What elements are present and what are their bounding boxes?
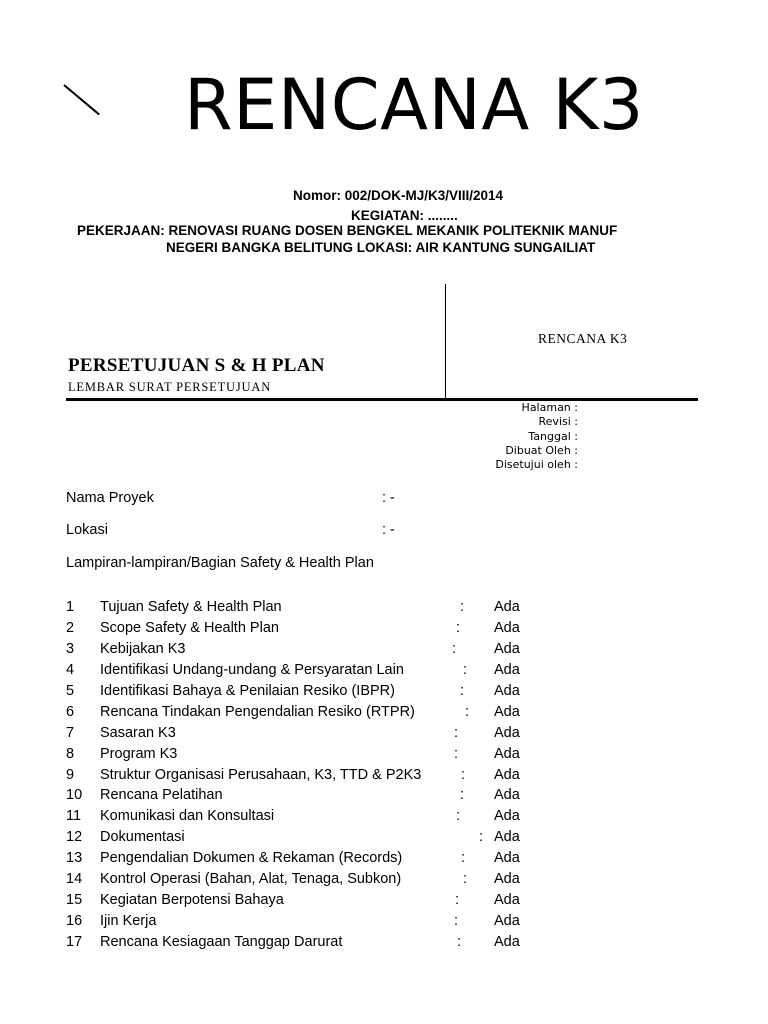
- list-item: [0, 806, 768, 827]
- nama-proyek-value: : -: [382, 490, 395, 506]
- item-number: 11: [66, 808, 82, 825]
- list-item: [0, 827, 768, 848]
- item-label: Komunikasi dan Konsultasi: [100, 808, 275, 825]
- item-value: Ada: [494, 850, 520, 867]
- box-right-label: RENCANA K3: [538, 331, 628, 346]
- item-number: 13: [66, 850, 83, 867]
- item-colon: :: [452, 640, 457, 657]
- list-item: [0, 618, 768, 639]
- document-title: RENCANA K3: [184, 64, 644, 146]
- meta-revisi: Revisi :: [538, 415, 578, 429]
- item-label: Dokumentasi: [100, 829, 185, 846]
- plan-subtitle: LEMBAR SURAT PERSETUJUAN: [68, 380, 272, 394]
- pekerjaan-line-1: PEKERJAAN: RENOVASI RUANG DOSEN BENGKEL MEKANIK POLITEKNIK MANUF: [77, 223, 618, 238]
- item-number: 6: [66, 703, 75, 720]
- item-number: 8: [66, 745, 75, 762]
- item-number: 2: [66, 619, 75, 636]
- item-label: Kontrol Operasi (Bahan, Alat, Tenaga, Subkon): [100, 871, 402, 888]
- item-label: Program K3: [100, 745, 178, 762]
- item-label: Ijin Kerja: [100, 913, 157, 930]
- meta-dibuat-oleh: Dibuat Oleh :: [505, 443, 578, 457]
- list-item: [0, 869, 768, 890]
- list-item: [0, 785, 768, 806]
- item-label: Kebijakan K3: [100, 640, 186, 657]
- item-value: Ada: [494, 724, 520, 741]
- item-value: Ada: [494, 829, 520, 846]
- list-item: [0, 744, 768, 765]
- item-colon: :: [454, 745, 459, 762]
- item-label: Sasaran K3: [100, 724, 176, 741]
- list-item: [0, 702, 768, 723]
- item-label: Rencana Pelatihan: [100, 787, 223, 804]
- list-item: [0, 639, 768, 660]
- item-colon: :: [461, 766, 466, 783]
- item-number: 15: [66, 892, 83, 909]
- item-value: Ada: [494, 599, 520, 615]
- meta-disetujui-oleh: Disetujui oleh :: [495, 458, 578, 472]
- item-number: 14: [66, 871, 83, 888]
- document-meta: [495, 401, 578, 472]
- item-value: Ada: [494, 892, 520, 909]
- item-value: Ada: [494, 787, 520, 804]
- item-number: 9: [66, 766, 75, 783]
- list-item: [0, 890, 768, 911]
- item-value: Ada: [494, 661, 520, 678]
- item-colon: :: [455, 892, 460, 909]
- lokasi-label: Lokasi: [66, 522, 108, 538]
- list-item: [0, 660, 768, 681]
- lokasi-value: : -: [382, 522, 395, 538]
- item-value: Ada: [494, 682, 520, 699]
- item-number: 5: [66, 682, 75, 699]
- item-label: Struktur Organisasi Perusahaan, K3, TTD & P2K3: [100, 766, 422, 783]
- item-value: Ada: [494, 913, 520, 930]
- plan-title: PERSETUJUAN S & H PLAN: [68, 355, 325, 376]
- item-label: Tujuan Safety & Health Plan: [100, 599, 282, 615]
- item-label: Pengendalian Dokumen & Rekaman (Records): [100, 850, 403, 867]
- box-bottom-rule: [66, 398, 698, 401]
- list-item: [0, 723, 768, 744]
- item-colon: :: [454, 913, 459, 930]
- item-label: Identifikasi Bahaya & Penilaian Resiko (IBPR): [100, 682, 395, 699]
- item-value: Ada: [494, 640, 520, 657]
- item-value: Ada: [494, 745, 520, 762]
- item-value: Ada: [494, 619, 520, 636]
- item-label: Rencana Tindakan Pengendalian Resiko (RTPR): [100, 703, 415, 720]
- nomor-line: Nomor: 002/DOK-MJ/K3/VIII/2014: [293, 188, 504, 203]
- list-item: [0, 932, 768, 953]
- list-item: [0, 848, 768, 869]
- box-vertical-divider: [445, 284, 446, 398]
- item-number: 17: [66, 934, 83, 950]
- item-colon: :: [465, 703, 470, 720]
- item-colon: :: [457, 934, 462, 950]
- item-value: Ada: [494, 766, 520, 783]
- item-number: 4: [66, 661, 75, 678]
- meta-tanggal: Tanggal :: [528, 429, 578, 443]
- item-colon: :: [461, 850, 466, 867]
- item-number: 10: [66, 787, 83, 804]
- item-colon: :: [454, 724, 459, 741]
- item-label: Scope Safety & Health Plan: [100, 619, 279, 636]
- item-number: 12: [66, 829, 83, 846]
- item-label: Kegiatan Berpotensi Bahaya: [100, 892, 284, 909]
- item-number: 16: [66, 913, 83, 930]
- item-colon: :: [463, 871, 468, 888]
- lampiran-list: [0, 597, 768, 953]
- item-number: 3: [66, 640, 75, 657]
- list-item: [0, 597, 768, 618]
- item-colon: :: [479, 829, 484, 846]
- item-value: Ada: [494, 934, 520, 950]
- item-value: Ada: [494, 871, 520, 888]
- item-number: 1: [66, 599, 75, 615]
- lampiran-heading: Lampiran-lampiran/Bagian Safety & Health Plan: [66, 555, 374, 571]
- item-colon: :: [460, 682, 465, 699]
- list-item: [0, 911, 768, 932]
- item-colon: :: [460, 599, 465, 615]
- item-label: Rencana Kesiagaan Tanggap Darurat: [100, 934, 343, 950]
- item-colon: :: [456, 619, 461, 636]
- item-colon: :: [463, 661, 468, 678]
- item-value: Ada: [494, 703, 520, 720]
- item-number: 7: [66, 724, 75, 741]
- pekerjaan-line-2: NEGERI BANGKA BELITUNG LOKASI: AIR KANTUNG SUNGAILIAT: [166, 240, 596, 255]
- item-colon: :: [456, 808, 461, 825]
- list-item: [0, 765, 768, 786]
- list-item: [0, 681, 768, 702]
- nama-proyek-label: Nama Proyek: [66, 490, 154, 506]
- kegiatan-line: KEGIATAN: ........: [351, 208, 458, 223]
- item-label: Identifikasi Undang-undang & Persyaratan Lain: [100, 661, 404, 678]
- item-colon: :: [460, 787, 465, 804]
- item-value: Ada: [494, 808, 520, 825]
- meta-halaman: Halaman :: [521, 401, 578, 414]
